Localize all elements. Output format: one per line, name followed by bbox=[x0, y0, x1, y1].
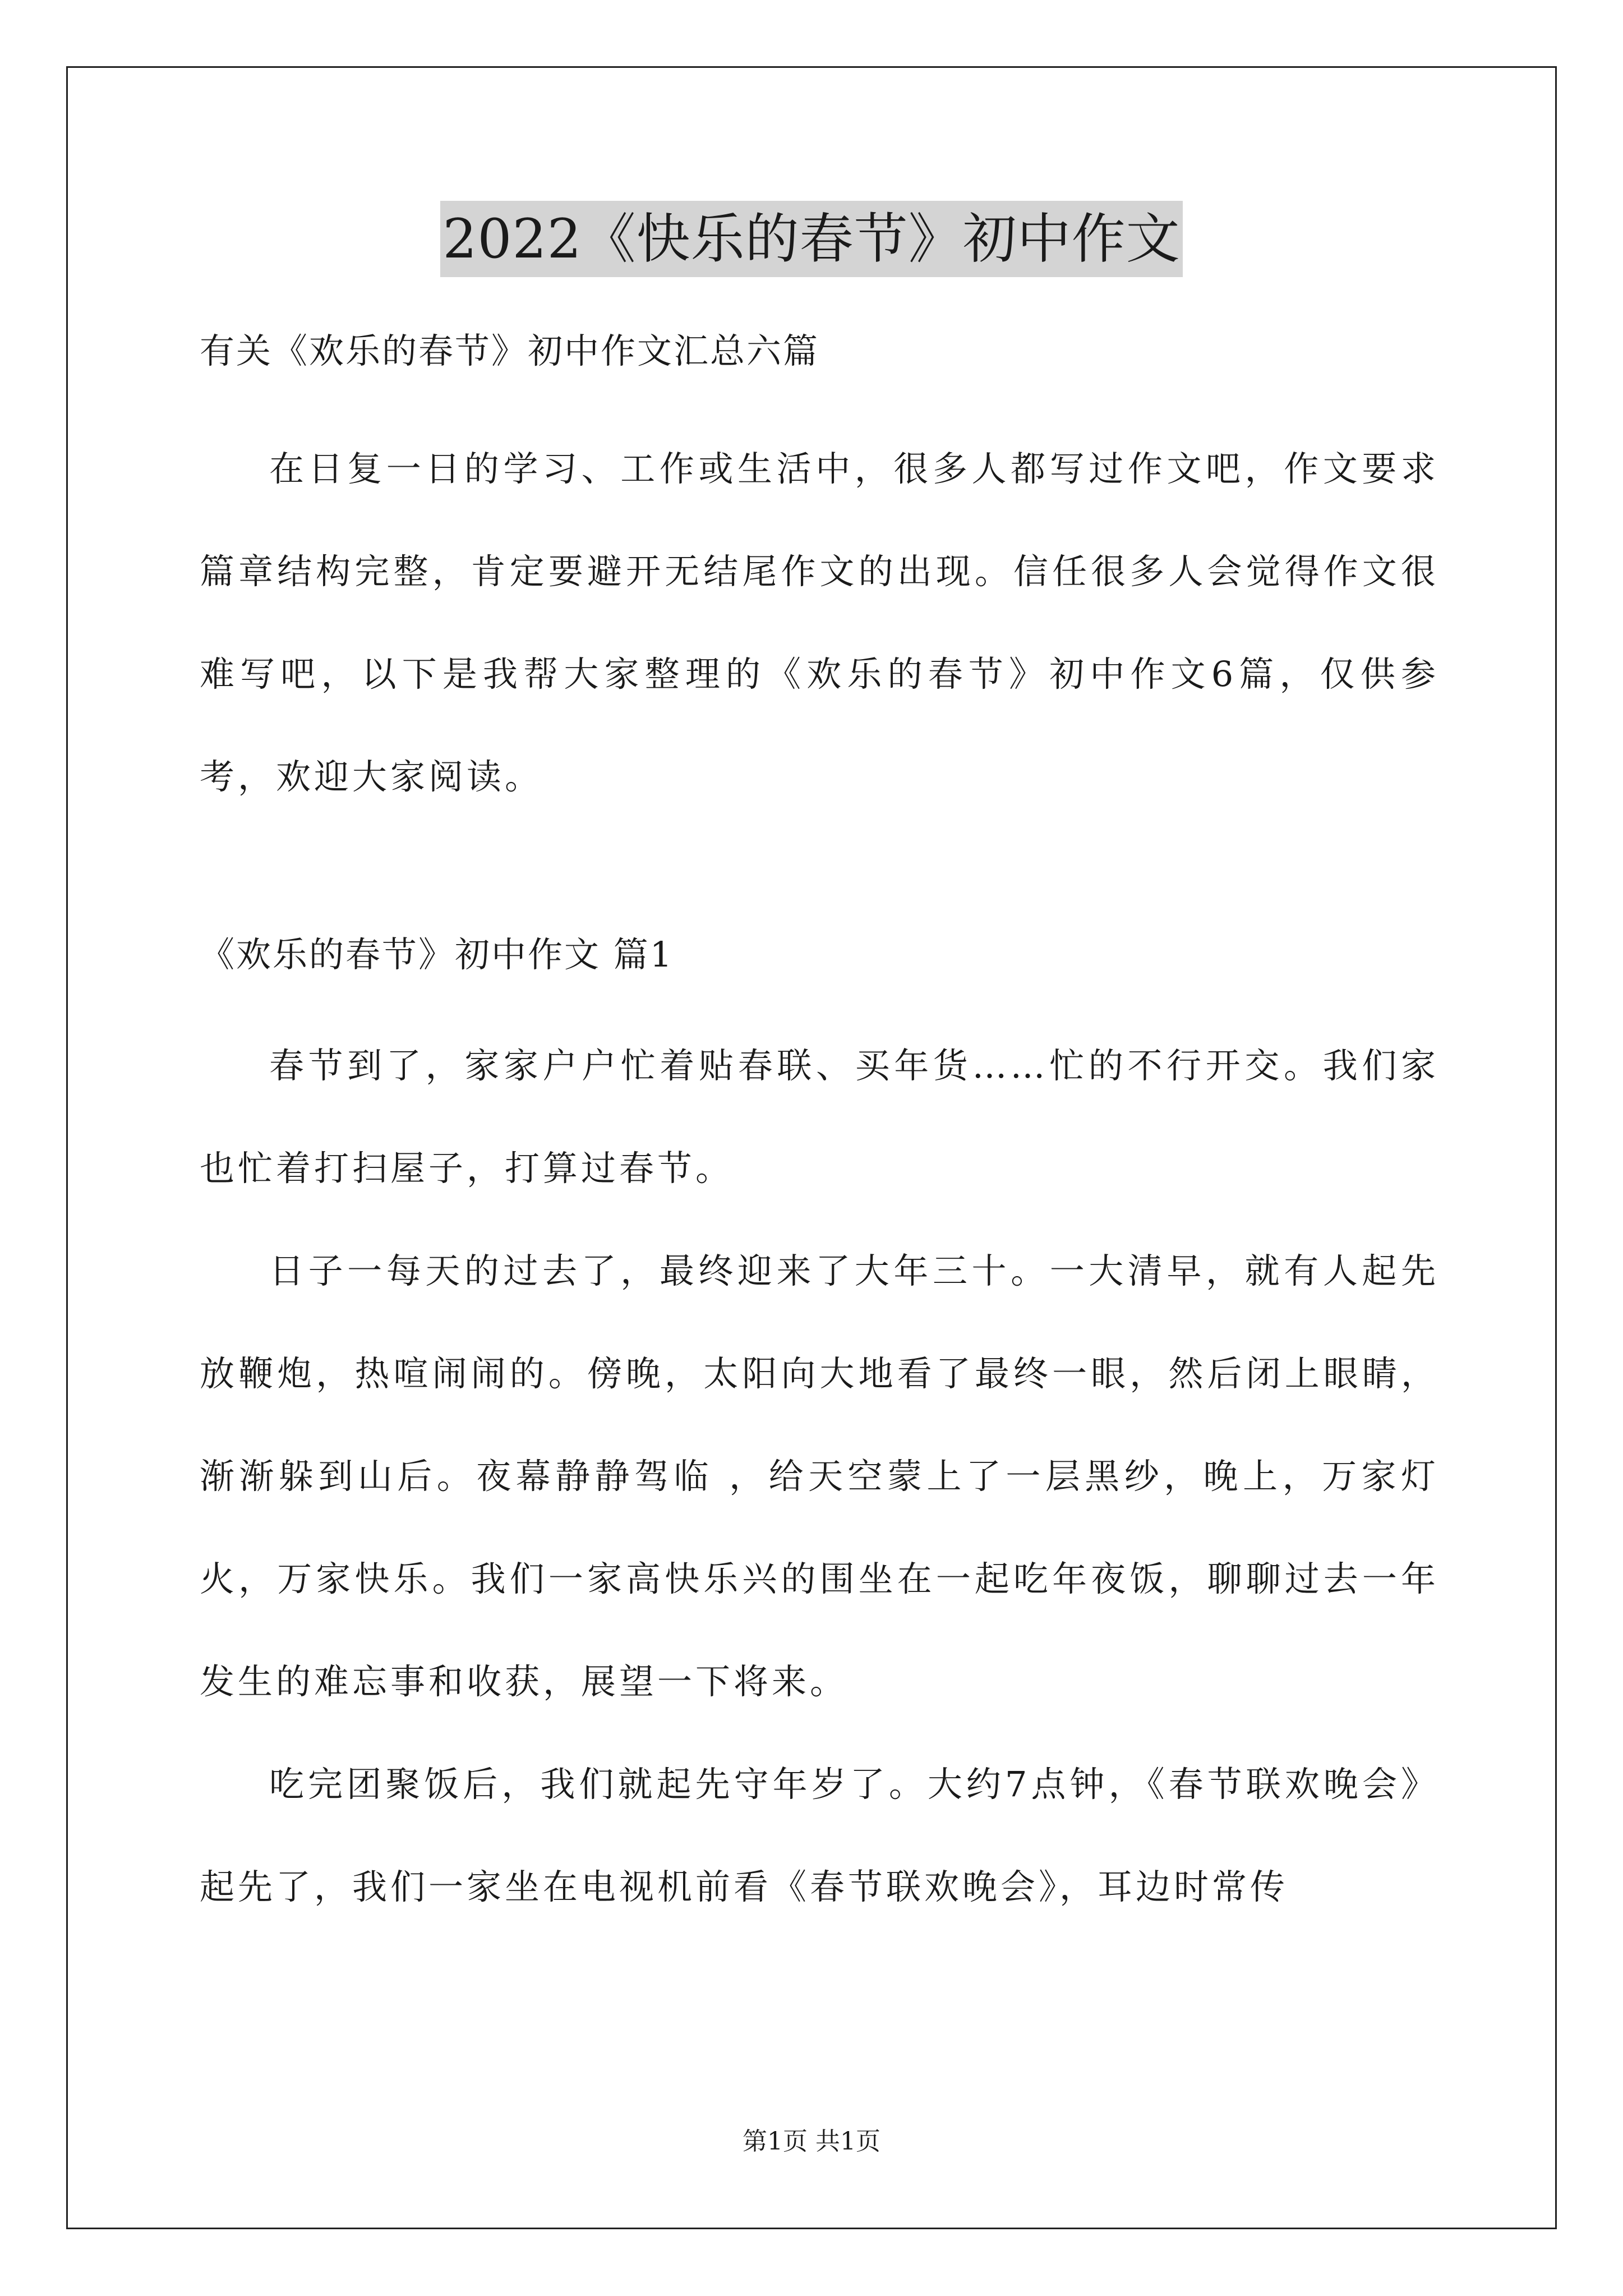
title-container bbox=[0, 201, 1623, 277]
page-number: 第1页 共1页 bbox=[743, 2127, 880, 2156]
document-subtitle: 有关《欢乐的春节》初中作文汇总六篇 bbox=[200, 330, 820, 371]
document-body bbox=[200, 314, 1439, 1938]
document-title: 2022《快乐的春节》初中作文 bbox=[440, 201, 1182, 277]
body-paragraph-2: 日子一每天的过去了，最终迎来了大年三十。一大清早，就有人起先放鞭炮，热喧闹闹的。傍晚，太阳向大地看了最终一眼，然后闭上眼睛，渐渐躲到山后。夜幕静静驾临 ，给天空蒙上了一层黑纱，晚上，万家灯火，万家快乐。我们一家高快乐兴的围坐在一起吃年夜饭，聊聊过去一年发生的难忘事和收获，展望一下将来。 bbox=[200, 1250, 1439, 1702]
page-footer bbox=[0, 2125, 1623, 2159]
intro-paragraph: 在日复一日的学习、工作或生活中，很多人都写过作文吧，作文要求篇章结构完整，肯定要避开无结尾作文的出现。信任很多人会觉得作文很难写吧，以下是我帮大家整理的《欢乐的春节》初中作文6篇，仅供参考，欢迎大家阅读。 bbox=[200, 448, 1439, 797]
body-paragraph-3: 吃完团聚饭后，我们就起先守年岁了。大约7点钟，《春节联欢晚会》起先了，我们一家坐在电视机前看《春节联欢晚会》，耳边时常传 bbox=[200, 1764, 1439, 1907]
section-heading: 《欢乐的春节》初中作文 篇1 bbox=[200, 934, 674, 975]
body-paragraph-1: 春节到了，家家户户忙着贴春联、买年货……忙的不行开交。我们家也忙着打扫屋子，打算过春节。 bbox=[200, 1045, 1439, 1189]
